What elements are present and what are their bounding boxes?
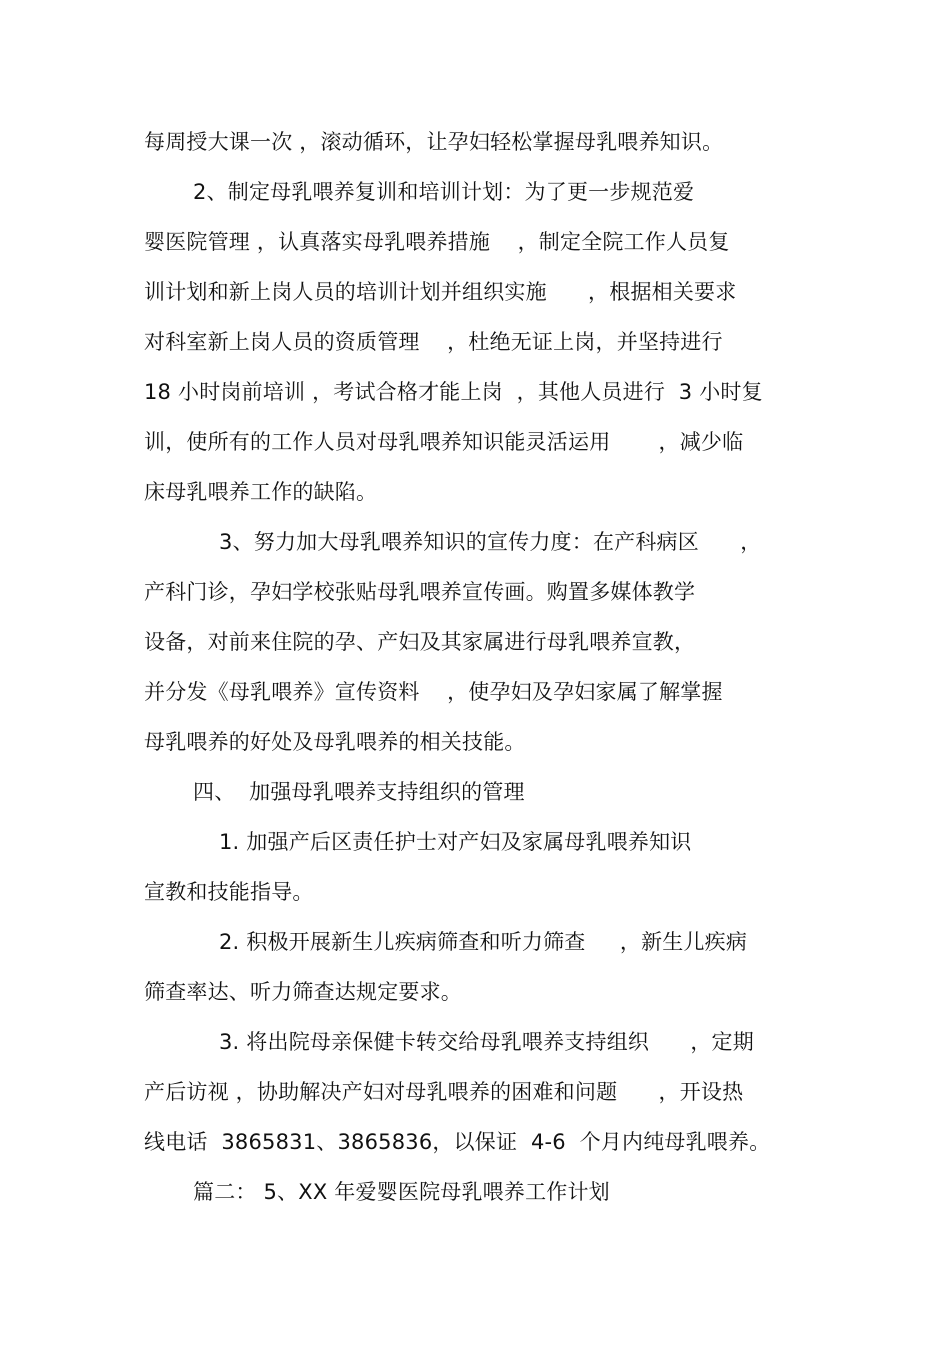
- paragraph-line: 每周授大课一次 ，滚动循环，让孕妇轻松掌握母乳喂养知识。: [144, 130, 724, 154]
- paragraph-line: 3. 将出院母亲保健卡转交给母乳喂养支持组织 ，定期: [219, 1030, 754, 1054]
- paragraph-line: 训计划和新上岗人员的培训计划并组织实施 ，根据相关要求: [144, 280, 737, 304]
- paragraph-line: 床母乳喂养工作的缺陷。: [144, 480, 378, 504]
- paragraph-line: 筛查率达、听力筛查达规定要求。: [144, 980, 462, 1004]
- paragraph-line: 对科室新上岗人员的资质管理 ，杜绝无证上岗，并坚持进行: [144, 330, 723, 354]
- paragraph-line: 宣教和技能指导。: [144, 880, 314, 904]
- section-heading: 篇二： 5、XX 年爱婴医院母乳喂养工作计划: [193, 1180, 610, 1204]
- paragraph-line: 2. 积极开展新生儿疾病筛查和听力筛查 ，新生儿疾病: [219, 930, 748, 954]
- paragraph-line: 婴医院管理 ，认真落实母乳喂养措施 ，制定全院工作人员复: [144, 230, 730, 254]
- section-heading: 四、 加强母乳喂养支持组织的管理: [193, 780, 525, 804]
- paragraph-line: 产后访视 ，协助解决产妇对母乳喂养的困难和问题 ，开设热: [144, 1080, 744, 1104]
- paragraph-line: 产科门诊，孕妇学校张贴母乳喂养宣传画。购置多媒体教学: [144, 580, 696, 604]
- paragraph-line: 1. 加强产后区责任护士对产妇及家属母乳喂养知识: [219, 830, 692, 854]
- paragraph-line: 母乳喂养的好处及母乳喂养的相关技能。: [144, 730, 526, 754]
- paragraph-line: 线电话 3865831、3865836，以保证 4-6 个月内纯母乳喂养。: [144, 1130, 771, 1154]
- paragraph-line: 2、制定母乳喂养复训和培训计划：为了更一步规范爱: [193, 180, 695, 204]
- paragraph-line: 训，使所有的工作人员对母乳喂养知识能灵活运用 ，减少临: [144, 430, 744, 454]
- paragraph-line: 18 小时岗前培训 ，考试合格才能上岗 ，其他人员进行 3 小时复: [144, 380, 763, 404]
- paragraph-line: 并分发《母乳喂养》宣传资料 ，使孕妇及孕妇家属了解掌握: [144, 680, 723, 704]
- paragraph-line: 设备，对前来住院的孕、产妇及其家属进行母乳喂养宣教，: [144, 630, 696, 654]
- paragraph-line: 3、努力加大母乳喂养知识的宣传力度：在产科病区 ，: [219, 530, 762, 554]
